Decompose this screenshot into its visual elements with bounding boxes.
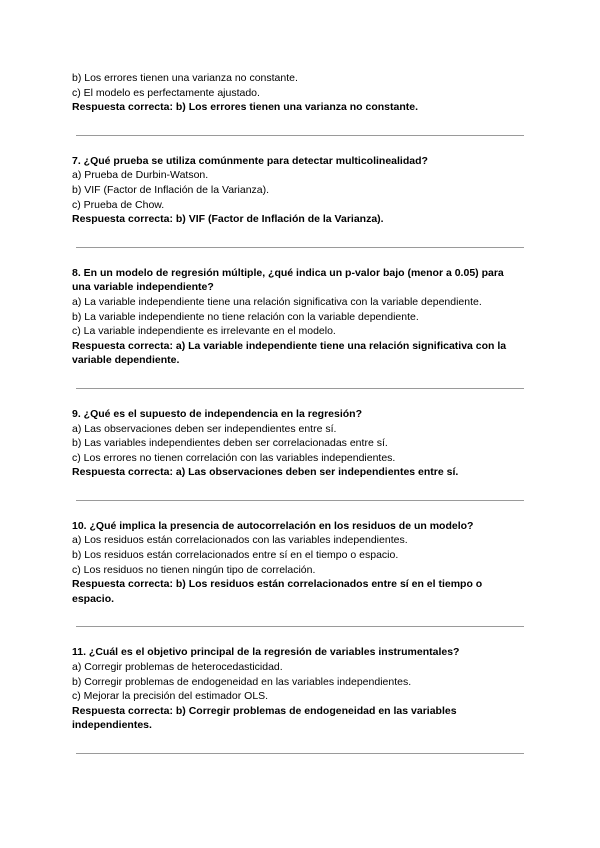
question-text: 11. ¿Cuál es el objetivo principal de la regresión de variables instrumentales? [72, 646, 460, 659]
option-a: a) La variable independiente tiene una relación significativa con la variable dependiente. [72, 295, 482, 308]
option-b: b) La variable independiente no tiene relación con la variable dependiente. [72, 310, 419, 323]
correct-answer: Respuesta correcta: b) VIF (Factor de Inflación de la Varianza). [72, 213, 384, 226]
question-text: 8. En un modelo de regresión múltiple, ¿qué indica un p-valor bajo (menor a 0.05) para una variable independiente? [72, 266, 504, 294]
option-c: c) La variable independiente es irrelevante en el modelo. [72, 325, 336, 338]
document-page [72, 71, 528, 754]
option-b: b) Los residuos están correlacionados entre sí en el tiempo o espacio. [72, 549, 399, 562]
option-c: c) Los errores no tienen correlación con las variables independientes. [72, 451, 396, 464]
option-c: c) Prueba de Chow. [72, 198, 165, 211]
question-10 [72, 519, 528, 607]
correct-answer: Respuesta correcta: a) La variable independiente tiene una relación significativa con la variable dependiente. [72, 339, 507, 367]
divider [76, 388, 524, 389]
option-b: b) Los errores tienen una varianza no constante. [72, 72, 298, 84]
correct-answer: Respuesta correcta: b) Los residuos están correlacionados entre sí en el tiempo o espacio. [72, 578, 483, 605]
question-8 [72, 266, 528, 368]
question-7 [72, 154, 528, 227]
option-b: b) Corregir problemas de endogeneidad en las variables independientes. [72, 675, 412, 688]
divider [76, 247, 524, 248]
divider [76, 500, 524, 501]
divider [76, 135, 524, 136]
option-b: b) VIF (Factor de Inflación de la Varianza). [72, 183, 270, 196]
question-6-tail [72, 71, 528, 115]
correct-answer: Respuesta correcta: b) Los errores tienen una varianza no constante. [72, 101, 419, 114]
question-9 [72, 407, 528, 480]
divider [76, 753, 524, 754]
question-text: 9. ¿Qué es el supuesto de independencia en la regresión? [72, 407, 362, 420]
option-a: a) Las observaciones deben ser independientes entre sí. [72, 422, 337, 435]
correct-answer: Respuesta correcta: b) Corregir problemas de endogeneidad en las variables independientes. [72, 704, 457, 732]
question-11 [72, 645, 528, 733]
correct-answer: Respuesta correcta: a) Las observaciones deben ser independientes entre sí. [72, 466, 459, 479]
option-c: c) Mejorar la precisión del estimador OLS. [72, 690, 269, 703]
option-a: a) Corregir problemas de heterocedasticidad. [72, 661, 283, 674]
question-text: 7. ¿Qué prueba se utiliza comúnmente para detectar multicolinealidad? [72, 154, 428, 167]
question-text: 10. ¿Qué implica la presencia de autocorrelación en los residuos de un modelo? [72, 519, 474, 532]
option-a: a) Prueba de Durbin-Watson. [72, 169, 209, 182]
divider [76, 626, 524, 627]
option-c: c) El modelo es perfectamente ajustado. [72, 86, 260, 99]
option-c: c) Los residuos no tienen ningún tipo de correlación. [72, 563, 316, 576]
option-b: b) Las variables independientes deben ser correlacionadas entre sí. [72, 437, 388, 450]
option-a: a) Los residuos están correlacionados con las variables independientes. [72, 534, 408, 547]
